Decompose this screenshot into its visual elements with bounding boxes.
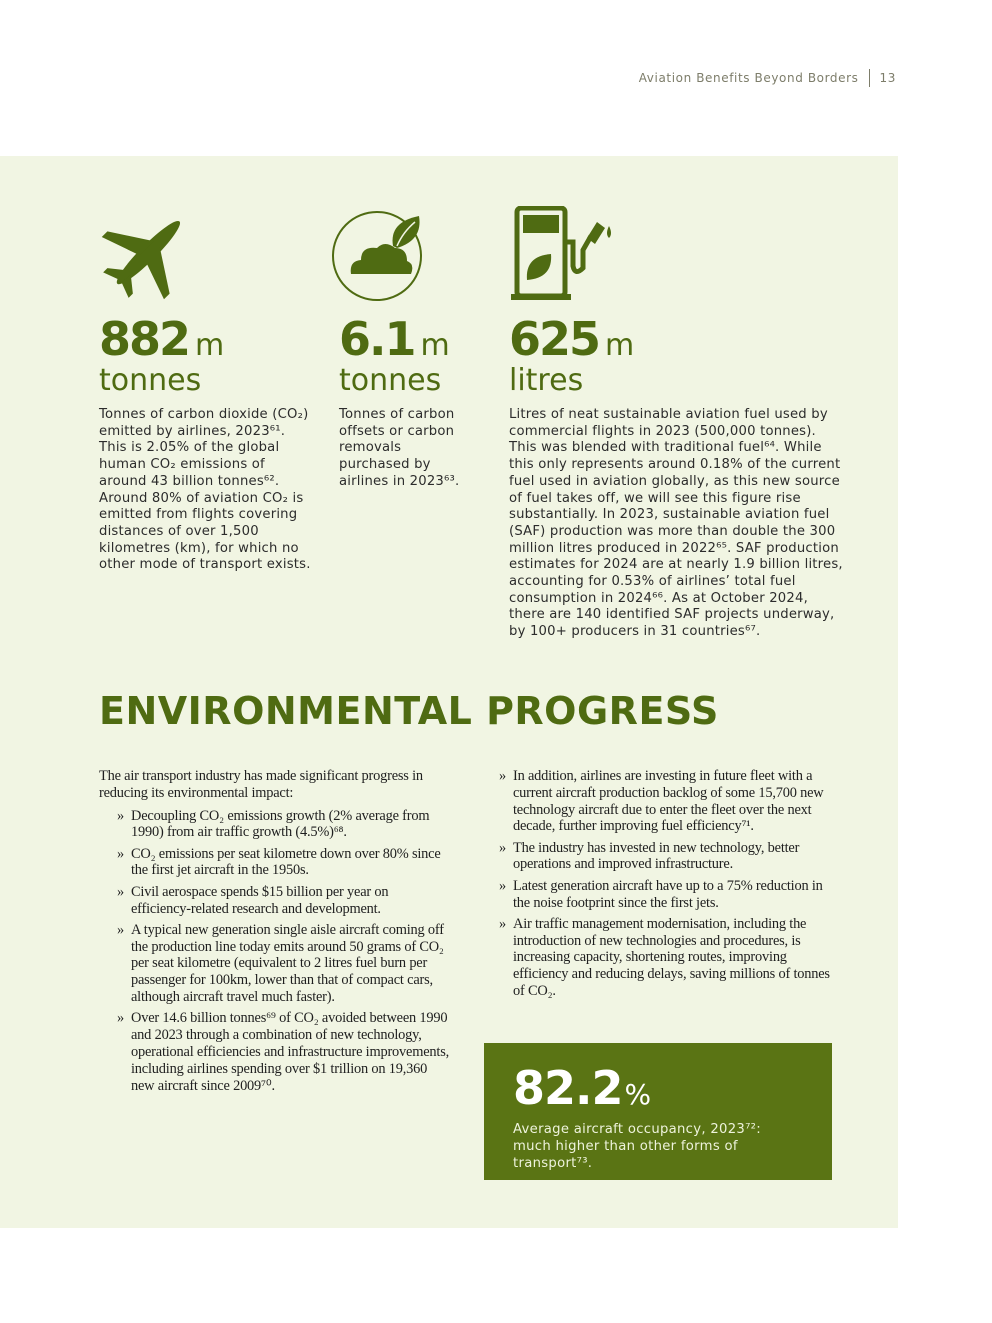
stat-unit: m: [420, 328, 450, 363]
header-divider: [869, 69, 870, 87]
airplane-icon: [99, 206, 195, 302]
stat-unit: m: [605, 328, 635, 363]
bullet-item: » The industry has invested in new technology, better operations and improved infrastructure.: [499, 840, 835, 874]
stat-saf-litres: [509, 206, 845, 641]
left-bullet-list: [99, 808, 451, 1095]
page-number: 13: [879, 71, 896, 85]
bullet-item: » A typical new generation single aisle aircraft coming off the production line today emits around 50 grams of CO₂ per seat kilometre (equivalent to 2 litres fuel burn per passenger for 100km, lower than that of compact cars, although aircraft travel much faster).: [117, 922, 451, 1006]
callout-description: Average aircraft occupancy, 2023⁷²: much higher than other forms of transport⁷³.: [513, 1122, 762, 1171]
bullet-item: » Air traffic management modernisation, including the introduction of new technologies and procedures, is increasing capacity, shortening routes, improving efficiency and reducing delays, saving millions of tonnes of CO₂.: [499, 916, 835, 1000]
bullet-item: » Decoupling CO₂ emissions growth (2% average from 1990) from air traffic growth (4.5%)⁶⁸.: [117, 808, 451, 842]
stat-unit-word: tonnes: [99, 363, 202, 398]
section-title: ENVIRONMENTAL PROGRESS: [99, 689, 719, 733]
stat-carbon-offsets: [339, 206, 469, 491]
bullet-item: » Over 14.6 billion tonnes⁶⁹ of CO₂ avoided between 1990 and 2023 through a combination of new technology, operational efficiencies and infrastructure improvements, including airlines spending over $1 trillion on 19,360 new aircraft since 2009⁷⁰.: [117, 1010, 451, 1094]
stat-value: 882: [99, 312, 190, 366]
stat-headline: [99, 312, 315, 366]
stat-unit: m: [195, 328, 225, 363]
stat-value: 625: [509, 312, 600, 366]
right-column: [499, 768, 835, 1004]
cloud-leaf-icon: [331, 206, 427, 302]
bullet-item: » In addition, airlines are investing in future fleet with a current aircraft production backlog of some 15,700 new technology aircraft due to enter the fleet over the next decade, further improving fuel efficiency⁷¹.: [499, 768, 835, 835]
callout-value: 82.2: [513, 1061, 623, 1115]
stat-unit-word: tonnes: [339, 363, 442, 398]
left-column: [99, 768, 451, 1099]
stat-co2-emitted: [99, 206, 315, 574]
stat-value: 6.1: [339, 312, 415, 366]
bullet-item: » Civil aerospace spends $15 billion per year on efficiency-related research and development.: [117, 884, 451, 918]
occupancy-callout: [484, 1043, 832, 1180]
stat-description: Litres of neat sustainable aviation fuel used by commercial flights in 2023 (500,000 tonnes). This was blended with traditional fuel⁶⁴. While this only represents around 0.18% of the current fuel used in aviation globally, as this new source of fuel takes off, we will see this figure rise substantially. In 2023, sustainable aviation fuel (SAF) production was more than double the 300 million litres produced in 2022⁶⁵. SAF production estimates for 2024 are at nearly 1.9 billion litres, accounting for 0.53% of airlines’ total fuel consumption in 2024⁶⁶. As at October 2024, there are 140 identified SAF projects underway, by 100+ producers in 31 countries⁶⁷.: [509, 407, 843, 640]
stat-headline: [509, 312, 845, 366]
running-head: [639, 68, 896, 88]
stat-description: Tonnes of carbon dioxide (CO₂) emitted by airlines, 2023⁶¹. This is 2.05% of the global human CO₂ emissions of around 43 billion tonnes⁶². Around 80% of aviation CO₂ is emitted from flights covering distances of over 1,500 kilometres (km), for which no other mode of transport exists.: [99, 407, 311, 573]
right-bullet-list: [499, 768, 835, 1000]
callout-headline: [513, 1061, 803, 1115]
stat-headline: [339, 312, 469, 366]
callout-unit: %: [624, 1078, 652, 1111]
publication-title: Aviation Benefits Beyond Borders: [638, 71, 859, 85]
stat-unit-word: litres: [509, 363, 584, 398]
section-intro: The air transport industry has made significant progress in reducing its environmental impact:: [99, 768, 423, 801]
bullet-item: » Latest generation aircraft have up to a 75% reduction in the noise footprint since the first jets.: [499, 878, 835, 912]
stat-description: Tonnes of carbon offsets or carbon removals purchased by airlines in 2023⁶³.: [339, 407, 460, 489]
fuel-pump-leaf-icon: [509, 206, 619, 302]
bullet-item: » CO₂ emissions per seat kilometre down over 80% since the first jet aircraft in the 1950s.: [117, 846, 451, 880]
